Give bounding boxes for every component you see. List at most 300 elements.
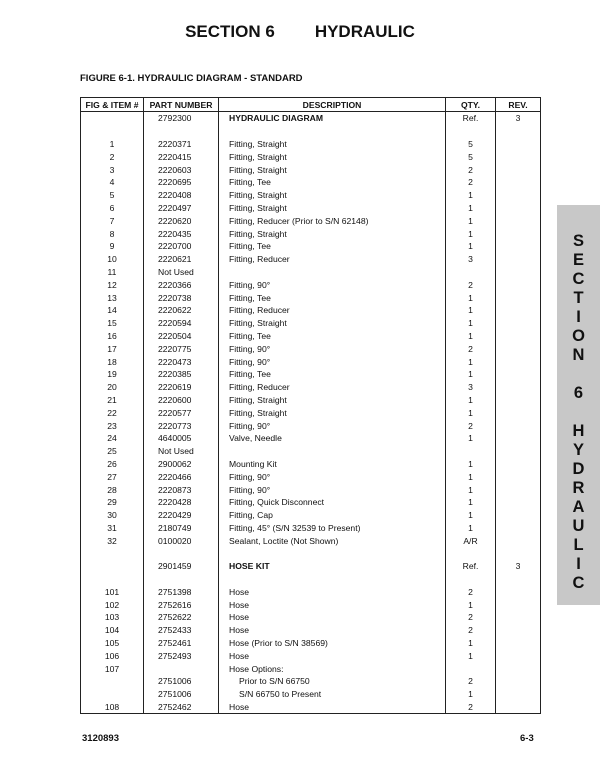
fig-item-cell: 17: [81, 342, 144, 355]
qty-cell: 2: [446, 701, 496, 714]
fig-item-cell: 6: [81, 202, 144, 215]
fig-item-cell: 23: [81, 419, 144, 432]
table-row: [81, 278, 541, 291]
description-cell: Fitting, Straight: [219, 317, 446, 330]
description-cell: Fitting, Tee: [219, 240, 446, 253]
qty-cell: [446, 547, 496, 560]
part-number-cell: Not Used: [144, 445, 219, 458]
part-number-cell: 2220415: [144, 150, 219, 163]
side-tab-letter: S: [572, 232, 584, 250]
fig-item-cell: 30: [81, 509, 144, 522]
description-cell: HYDRAULIC DIAGRAM: [219, 112, 446, 125]
description-cell: Hose Options:: [219, 662, 446, 675]
rev-cell: [496, 701, 541, 714]
qty-cell: Ref.: [446, 112, 496, 125]
part-number-cell: 2220435: [144, 227, 219, 240]
qty-cell: 1: [446, 522, 496, 535]
part-number-cell: [144, 547, 219, 560]
fig-item-cell: 32: [81, 534, 144, 547]
qty-cell: 1: [446, 688, 496, 701]
description-cell: Fitting, Reducer: [219, 253, 446, 266]
rev-cell: 3: [496, 112, 541, 125]
part-number-cell: 2220773: [144, 419, 219, 432]
rev-cell: [496, 176, 541, 189]
side-tab-letter: I: [576, 308, 581, 326]
table-row: [81, 214, 541, 227]
fig-item-cell: 103: [81, 611, 144, 624]
rev-cell: [496, 330, 541, 343]
header-part-number: PART NUMBER: [144, 98, 219, 112]
description-cell: Fitting, 90°: [219, 419, 446, 432]
fig-item-cell: 22: [81, 406, 144, 419]
side-tab-letter: N: [572, 346, 585, 364]
table-row: [81, 547, 541, 560]
table-row: [81, 445, 541, 458]
rev-cell: [496, 662, 541, 675]
part-number-cell: 2220577: [144, 406, 219, 419]
table-row: [81, 649, 541, 662]
part-number-cell: 2751006: [144, 675, 219, 688]
qty-cell: Ref.: [446, 560, 496, 573]
fig-item-cell: 104: [81, 624, 144, 637]
side-tab-letter: I: [576, 555, 581, 573]
description-cell: [219, 445, 446, 458]
rev-cell: [496, 266, 541, 279]
fig-item-cell: 105: [81, 637, 144, 650]
qty-cell: 1: [446, 496, 496, 509]
fig-item-cell: 10: [81, 253, 144, 266]
part-number-cell: 4640005: [144, 432, 219, 445]
table-row: [81, 406, 541, 419]
qty-cell: 1: [446, 330, 496, 343]
part-number-cell: 2220873: [144, 483, 219, 496]
qty-cell: 1: [446, 432, 496, 445]
description-cell: Prior to S/N 66750: [219, 675, 446, 688]
side-tab-letter: C: [572, 270, 585, 288]
description-cell: Fitting, Tee: [219, 176, 446, 189]
fig-item-cell: 25: [81, 445, 144, 458]
qty-cell: [446, 266, 496, 279]
table-row: [81, 470, 541, 483]
description-cell: Fitting, Quick Disconnect: [219, 496, 446, 509]
table-row: [81, 585, 541, 598]
qty-cell: 1: [446, 291, 496, 304]
table-row: [81, 611, 541, 624]
side-tab-letter: Y: [572, 441, 584, 459]
header-description: DESCRIPTION: [219, 98, 446, 112]
fig-item-cell: 13: [81, 291, 144, 304]
parts-table: [80, 97, 541, 714]
rev-cell: [496, 534, 541, 547]
part-number-cell: 2220695: [144, 176, 219, 189]
qty-cell: 2: [446, 278, 496, 291]
description-cell: [219, 125, 446, 138]
table-row: [81, 150, 541, 163]
description-cell: Fitting, 90°: [219, 355, 446, 368]
qty-cell: 2: [446, 419, 496, 432]
description-cell: Fitting, Straight: [219, 138, 446, 151]
part-number-cell: 2220621: [144, 253, 219, 266]
description-cell: Fitting, Straight: [219, 189, 446, 202]
table-row: [81, 381, 541, 394]
table-row: [81, 227, 541, 240]
part-number-cell: Not Used: [144, 266, 219, 279]
section-side-tab: [557, 205, 600, 605]
part-number-cell: 2220603: [144, 163, 219, 176]
qty-cell: 1: [446, 637, 496, 650]
description-cell: Fitting, Tee: [219, 330, 446, 343]
fig-item-cell: 107: [81, 662, 144, 675]
description-cell: Fitting, Cap: [219, 509, 446, 522]
table-row: [81, 368, 541, 381]
fig-item-cell: 14: [81, 304, 144, 317]
table-row: [81, 509, 541, 522]
description-cell: Hose: [219, 624, 446, 637]
fig-item-cell: [81, 125, 144, 138]
description-cell: Hose: [219, 585, 446, 598]
rev-cell: [496, 355, 541, 368]
fig-item-cell: 7: [81, 214, 144, 227]
fig-item-cell: 12: [81, 278, 144, 291]
part-number-cell: 2752493: [144, 649, 219, 662]
fig-item-cell: [81, 560, 144, 573]
side-tab-section-word: [557, 232, 600, 365]
qty-cell: 2: [446, 176, 496, 189]
description-cell: Hose: [219, 598, 446, 611]
side-tab-letter: O: [572, 327, 585, 345]
qty-cell: 1: [446, 227, 496, 240]
rev-cell: [496, 189, 541, 202]
qty-cell: 1: [446, 470, 496, 483]
description-cell: Fitting, 90°: [219, 483, 446, 496]
rev-cell: [496, 522, 541, 535]
rev-cell: [496, 598, 541, 611]
table-row: [81, 163, 541, 176]
fig-item-cell: 21: [81, 394, 144, 407]
part-number-cell: 2220428: [144, 496, 219, 509]
rev-cell: [496, 547, 541, 560]
header-qty: QTY.: [446, 98, 496, 112]
fig-item-cell: 9: [81, 240, 144, 253]
part-number-cell: 2220622: [144, 304, 219, 317]
fig-item-cell: [81, 675, 144, 688]
table-row: [81, 560, 541, 573]
qty-cell: 2: [446, 342, 496, 355]
table-row: [81, 125, 541, 138]
description-cell: Fitting, Reducer: [219, 304, 446, 317]
part-number-cell: 2220366: [144, 278, 219, 291]
side-tab-number: 6: [573, 384, 584, 402]
part-number-cell: 2752433: [144, 624, 219, 637]
fig-item-cell: 2: [81, 150, 144, 163]
part-number-cell: 2220600: [144, 394, 219, 407]
fig-item-cell: 106: [81, 649, 144, 662]
part-number-cell: 2220429: [144, 509, 219, 522]
part-number-cell: 2220408: [144, 189, 219, 202]
rev-cell: 3: [496, 560, 541, 573]
rev-cell: [496, 458, 541, 471]
table-row: [81, 432, 541, 445]
rev-cell: [496, 125, 541, 138]
part-number-cell: 2751398: [144, 585, 219, 598]
rev-cell: [496, 278, 541, 291]
part-number-cell: [144, 662, 219, 675]
description-cell: [219, 266, 446, 279]
rev-cell: [496, 649, 541, 662]
qty-cell: 5: [446, 150, 496, 163]
rev-cell: [496, 585, 541, 598]
part-number-cell: 2220738: [144, 291, 219, 304]
part-number-cell: 2220497: [144, 202, 219, 215]
description-cell: Fitting, Reducer: [219, 381, 446, 394]
rev-cell: [496, 304, 541, 317]
table-row: [81, 304, 541, 317]
side-tab-letter: D: [572, 460, 585, 478]
table-row: [81, 266, 541, 279]
rev-cell: [496, 163, 541, 176]
part-number-cell: 2220385: [144, 368, 219, 381]
rev-cell: [496, 406, 541, 419]
qty-cell: 3: [446, 253, 496, 266]
part-number-cell: 2220620: [144, 214, 219, 227]
part-number-cell: 2752622: [144, 611, 219, 624]
qty-cell: 1: [446, 214, 496, 227]
rev-cell: [496, 419, 541, 432]
description-cell: [219, 573, 446, 586]
rev-cell: [496, 138, 541, 151]
description-cell: Fitting, Straight: [219, 163, 446, 176]
fig-item-cell: 1: [81, 138, 144, 151]
table-row: [81, 662, 541, 675]
side-tab-letter: H: [572, 422, 585, 440]
table-row: [81, 496, 541, 509]
description-cell: Fitting, Straight: [219, 394, 446, 407]
qty-cell: 2: [446, 624, 496, 637]
footer-page-number: 6-3: [520, 733, 534, 744]
qty-cell: 1: [446, 317, 496, 330]
part-number-cell: 2752461: [144, 637, 219, 650]
footer-doc-number: 3120893: [82, 733, 119, 744]
qty-cell: 3: [446, 381, 496, 394]
qty-cell: 2: [446, 585, 496, 598]
table-row: [81, 253, 541, 266]
rev-cell: [496, 611, 541, 624]
part-number-cell: 2220700: [144, 240, 219, 253]
side-tab-letter: T: [573, 289, 584, 307]
table-row: [81, 458, 541, 471]
part-number-cell: 2220594: [144, 317, 219, 330]
header-fig-item: FIG & ITEM #: [81, 98, 144, 112]
rev-cell: [496, 240, 541, 253]
qty-cell: 1: [446, 304, 496, 317]
description-cell: Fitting, 90°: [219, 278, 446, 291]
qty-cell: 1: [446, 202, 496, 215]
side-tab-letter: A: [572, 498, 585, 516]
description-cell: Fitting, Straight: [219, 150, 446, 163]
fig-item-cell: 15: [81, 317, 144, 330]
description-cell: Fitting, Tee: [219, 368, 446, 381]
part-number-cell: 2220775: [144, 342, 219, 355]
fig-item-cell: 27: [81, 470, 144, 483]
qty-cell: 1: [446, 240, 496, 253]
rev-cell: [496, 675, 541, 688]
fig-item-cell: 101: [81, 585, 144, 598]
fig-item-cell: 3: [81, 163, 144, 176]
description-cell: Mounting Kit: [219, 458, 446, 471]
table-row: [81, 598, 541, 611]
rev-cell: [496, 688, 541, 701]
section-label: SECTION 6: [185, 22, 275, 41]
table-row: [81, 675, 541, 688]
table-row: [81, 483, 541, 496]
description-cell: [219, 547, 446, 560]
qty-cell: [446, 445, 496, 458]
description-cell: S/N 66750 to Present: [219, 688, 446, 701]
table-row: [81, 330, 541, 343]
fig-item-cell: 18: [81, 355, 144, 368]
fig-item-cell: 20: [81, 381, 144, 394]
table-row: [81, 701, 541, 714]
header-rev: REV.: [496, 98, 541, 112]
rev-cell: [496, 637, 541, 650]
qty-cell: 2: [446, 675, 496, 688]
qty-cell: [446, 125, 496, 138]
fig-item-cell: [81, 547, 144, 560]
part-number-cell: 2180749: [144, 522, 219, 535]
part-number-cell: 2220504: [144, 330, 219, 343]
rev-cell: [496, 202, 541, 215]
fig-item-cell: [81, 573, 144, 586]
qty-cell: 1: [446, 509, 496, 522]
qty-cell: [446, 662, 496, 675]
part-number-cell: 2220466: [144, 470, 219, 483]
description-cell: Fitting, 90°: [219, 470, 446, 483]
side-tab-letter: R: [572, 479, 585, 497]
rev-cell: [496, 227, 541, 240]
description-cell: Hose (Prior to S/N 38569): [219, 637, 446, 650]
rev-cell: [496, 150, 541, 163]
table-row: [81, 637, 541, 650]
fig-item-cell: 16: [81, 330, 144, 343]
qty-cell: 1: [446, 458, 496, 471]
qty-cell: 1: [446, 368, 496, 381]
part-number-cell: 2751006: [144, 688, 219, 701]
fig-item-cell: 31: [81, 522, 144, 535]
part-number-cell: 2792300: [144, 112, 219, 125]
table-body: [81, 112, 541, 714]
table-row: [81, 355, 541, 368]
table-row: [81, 394, 541, 407]
fig-item-cell: 24: [81, 432, 144, 445]
description-cell: Fitting, Reducer (Prior to S/N 62148): [219, 214, 446, 227]
side-tab-hydraulic-word: [557, 422, 600, 593]
side-tab-letter: C: [572, 574, 585, 592]
qty-cell: A/R: [446, 534, 496, 547]
table-row: [81, 342, 541, 355]
fig-item-cell: [81, 688, 144, 701]
part-number-cell: 2752462: [144, 701, 219, 714]
rev-cell: [496, 394, 541, 407]
table-row: [81, 624, 541, 637]
rev-cell: [496, 214, 541, 227]
figure-title: FIGURE 6-1. HYDRAULIC DIAGRAM - STANDARD: [80, 73, 303, 84]
side-tab-letter: E: [572, 251, 584, 269]
table-row: [81, 573, 541, 586]
qty-cell: 1: [446, 598, 496, 611]
qty-cell: 5: [446, 138, 496, 151]
rev-cell: [496, 317, 541, 330]
rev-cell: [496, 509, 541, 522]
table-row: [81, 291, 541, 304]
part-number-cell: 2901459: [144, 560, 219, 573]
fig-item-cell: 8: [81, 227, 144, 240]
description-cell: Hose: [219, 701, 446, 714]
description-cell: Hose: [219, 611, 446, 624]
description-cell: Hose: [219, 649, 446, 662]
description-cell: Fitting, Straight: [219, 406, 446, 419]
section-name: HYDRAULIC: [314, 22, 415, 41]
side-tab-letter: U: [572, 517, 585, 535]
rev-cell: [496, 624, 541, 637]
qty-cell: 1: [446, 394, 496, 407]
rev-cell: [496, 470, 541, 483]
fig-item-cell: 5: [81, 189, 144, 202]
table-row: [81, 240, 541, 253]
page-title: [0, 22, 600, 42]
qty-cell: 2: [446, 611, 496, 624]
qty-cell: 1: [446, 406, 496, 419]
part-number-cell: [144, 125, 219, 138]
fig-item-cell: 19: [81, 368, 144, 381]
fig-item-cell: 108: [81, 701, 144, 714]
fig-item-cell: 4: [81, 176, 144, 189]
table-row: [81, 112, 541, 125]
fig-item-cell: 29: [81, 496, 144, 509]
description-cell: Fitting, 45° (S/N 32539 to Present): [219, 522, 446, 535]
qty-cell: 1: [446, 355, 496, 368]
table-row: [81, 534, 541, 547]
rev-cell: [496, 253, 541, 266]
description-cell: Valve, Needle: [219, 432, 446, 445]
table-header-row: [81, 98, 541, 112]
part-number-cell: [144, 573, 219, 586]
table-row: [81, 522, 541, 535]
table-row: [81, 419, 541, 432]
fig-item-cell: 102: [81, 598, 144, 611]
description-cell: Fitting, Straight: [219, 202, 446, 215]
rev-cell: [496, 573, 541, 586]
rev-cell: [496, 342, 541, 355]
description-cell: HOSE KIT: [219, 560, 446, 573]
description-cell: Fitting, 90°: [219, 342, 446, 355]
description-cell: Fitting, Straight: [219, 227, 446, 240]
fig-item-cell: [81, 112, 144, 125]
table-row: [81, 202, 541, 215]
table-row: [81, 189, 541, 202]
rev-cell: [496, 496, 541, 509]
part-number-cell: 0100020: [144, 534, 219, 547]
rev-cell: [496, 368, 541, 381]
description-cell: Sealant, Loctite (Not Shown): [219, 534, 446, 547]
qty-cell: 1: [446, 483, 496, 496]
qty-cell: 1: [446, 189, 496, 202]
table-row: [81, 317, 541, 330]
rev-cell: [496, 445, 541, 458]
qty-cell: [446, 573, 496, 586]
part-number-cell: 2220619: [144, 381, 219, 394]
description-cell: Fitting, Tee: [219, 291, 446, 304]
rev-cell: [496, 381, 541, 394]
